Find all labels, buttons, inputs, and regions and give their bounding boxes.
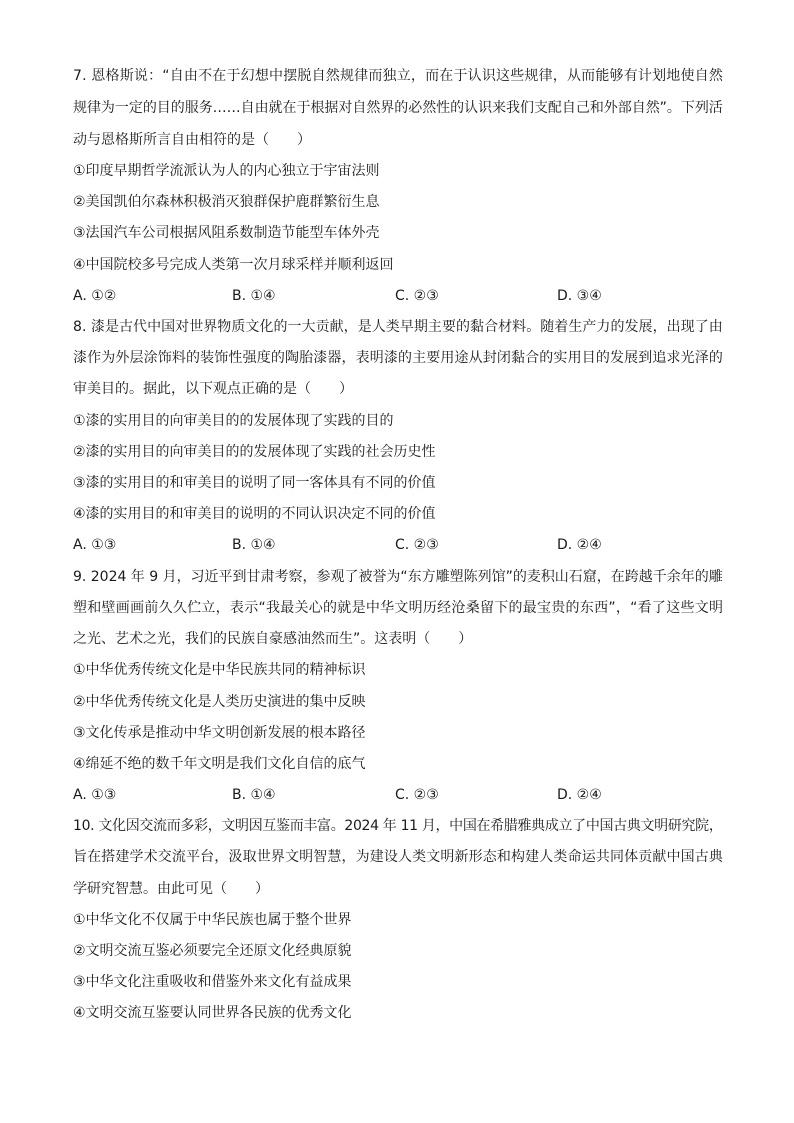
q8-item-2: ②漆的实用目的向审美目的的发展体现了实践的社会历史性 bbox=[73, 444, 436, 460]
q9-item-3: ③文化传承是推动中华文明创新发展的根本路径 bbox=[73, 725, 366, 741]
q8-stem-line-1: 8. 漆是古代中国对世界物质文化的一大贡献，是人类早期主要的黏合材料。随着生产力的发展，出现了由 bbox=[73, 319, 723, 335]
q9-choices bbox=[73, 785, 733, 805]
q8-stem-line-2: 漆作为外层涂饰料的装饰性强度的陶胎漆器，表明漆的主要用途从封闭黏合的实用目的发展到追求光泽的 bbox=[73, 350, 723, 366]
q9-item-4: ④绵延不绝的数千年文明是我们文化自信的底气 bbox=[73, 756, 366, 772]
q8-item-3: ③漆的实用目的和审美目的说明了同一客体具有不同的价值 bbox=[73, 475, 436, 491]
q7-stem-line-2: 规律为一定的目的服务……自由就在于根据对自然界的必然性的认识来我们支配自己和外部自然”。下列活 bbox=[73, 100, 723, 116]
q7-item-3: ③法国汽车公司根据风阻系数制造节能型车体外壳 bbox=[73, 225, 380, 241]
q9-item-2: ②中华优秀传统文化是人类历史演进的集中反映 bbox=[73, 694, 366, 710]
q7-item-1: ①印度早期哲学流派认为人的内心独立于宇宙法则 bbox=[73, 163, 380, 179]
q7-stem-line-3: 动与恩格斯所言自由相符的是（ ） bbox=[73, 132, 311, 148]
q10-item-2: ②文明交流互鉴必须要完全还原文化经典原貌 bbox=[73, 943, 352, 959]
q9-stem-line-2: 塑和壁画画前久久伫立，表示“我最关心的就是中华文明历经沧桑留下的最宝贵的东西”，“看了这些文明 bbox=[73, 600, 724, 616]
q7-item-4: ④中国院校多号完成人类第一次月球采样并顺利返回 bbox=[73, 257, 394, 273]
q8-choice-d: D. ②④ bbox=[557, 537, 602, 553]
q8-choice-b: B. ①④ bbox=[232, 537, 276, 553]
q9-stem-line-3: 之光、艺术之光，我们的民族自豪感油然而生”。这表明（ ） bbox=[73, 631, 473, 647]
q7-choices bbox=[73, 286, 733, 306]
q10-stem-line-3: 学研究智慧。由此可见（ ） bbox=[73, 881, 269, 897]
q7-choice-d: D. ③④ bbox=[557, 288, 602, 304]
q8-choice-a: A. ①③ bbox=[73, 537, 117, 553]
q8-item-4: ④漆的实用目的和审美目的说明的不同认识决定不同的价值 bbox=[73, 506, 436, 522]
q9-choice-c: C. ②③ bbox=[395, 787, 439, 803]
q10-stem-line-2: 旨在搭建学术交流平台，汲取世界文明智慧，为建设人类文明新形态和构建人类命运共同体贡献中国古典 bbox=[73, 849, 723, 865]
q9-choice-b: B. ①④ bbox=[232, 787, 276, 803]
q10-item-3: ③中华文化注重吸收和借鉴外来文化有益成果 bbox=[73, 974, 352, 990]
q10-item-1: ①中华文化不仅属于中华民族也属于整个世界 bbox=[73, 912, 352, 928]
q7-choice-a: A. ①② bbox=[73, 288, 117, 304]
q7-stem-line-1: 7. 恩格斯说：“自由不在于幻想中摆脱自然规律而独立，而在于认识这些规律，从而能够有计划地使自然 bbox=[73, 68, 724, 84]
q8-choices bbox=[73, 535, 733, 555]
q8-stem-line-3: 审美目的。据此，以下观点正确的是（ ） bbox=[73, 381, 353, 397]
q7-choice-c: C. ②③ bbox=[395, 288, 439, 304]
q8-choice-c: C. ②③ bbox=[395, 537, 439, 553]
q10-item-4: ④文明交流互鉴要认同世界各民族的优秀文化 bbox=[73, 1005, 352, 1021]
q8-item-1: ①漆的实用目的向审美目的的发展体现了实践的目的 bbox=[73, 413, 394, 429]
q9-item-1: ①中华优秀传统文化是中华民族共同的精神标识 bbox=[73, 662, 366, 678]
q9-choice-d: D. ②④ bbox=[557, 787, 602, 803]
q7-choice-b: B. ①④ bbox=[232, 288, 276, 304]
q9-choice-a: A. ①③ bbox=[73, 787, 117, 803]
q7-item-2: ②美国凯伯尔森林积极消灭狼群保护鹿群繁衍生息 bbox=[73, 194, 380, 210]
q10-stem-line-1: 10. 文化因交流而多彩，文明因互鉴而丰富。2024 年 11 月，中国在希腊雅典成立了中国古典文明研究院， bbox=[73, 818, 723, 834]
q9-stem-line-1: 9. 2024 年 9 月，习近平到甘肃考察，参观了被誉为“东方雕塑陈列馆”的麦积山石窟，在跨越千余年的雕 bbox=[73, 569, 723, 585]
